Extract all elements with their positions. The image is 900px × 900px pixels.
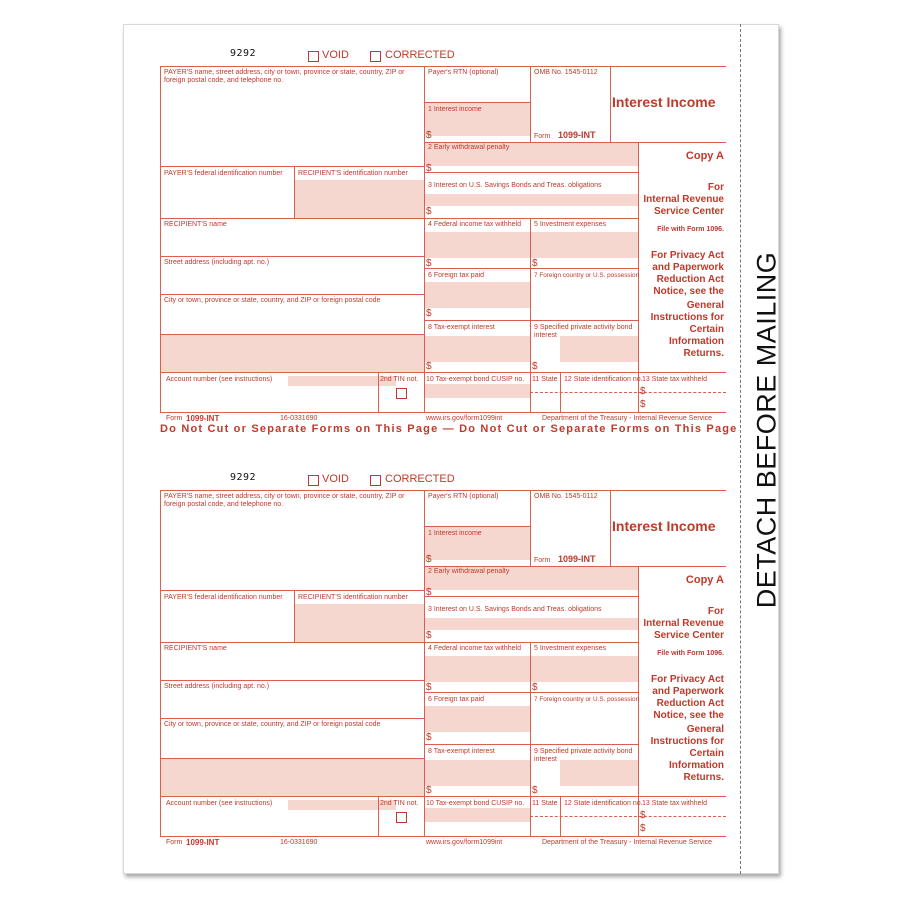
corrected-checkbox[interactable]: [370, 51, 381, 62]
rule: [160, 372, 726, 373]
box8-label: 8 Tax-exempt interest: [428, 748, 495, 755]
rule: [530, 66, 531, 142]
box4-shade: [424, 656, 530, 682]
box5-dollar: $: [532, 682, 538, 693]
rule: [424, 526, 530, 527]
box10-label: 10 Tax-exempt bond CUSIP no.: [426, 376, 525, 383]
box3-dollar: $: [426, 206, 432, 217]
box8-dollar: $: [426, 361, 432, 372]
rule: [530, 218, 531, 372]
box7-label: 7 Foreign country or U.S. possession: [534, 272, 640, 279]
box1-label: 1 Interest income: [428, 530, 482, 537]
box1-dollar: $: [426, 130, 432, 141]
box10-shade: [424, 808, 530, 822]
rule: [294, 590, 295, 642]
rule: [160, 718, 424, 719]
payer-tin-label: PAYER'S federal identification number: [164, 594, 283, 601]
box6-dollar: $: [426, 732, 432, 743]
corrected-label: CORRECTED: [385, 49, 455, 61]
box13-label: 13 State tax withheld: [642, 376, 707, 383]
box10-label: 10 Tax-exempt bond CUSIP no.: [426, 800, 525, 807]
box6-shade: [424, 706, 530, 732]
rule: [424, 268, 638, 269]
box8-shade: [424, 336, 530, 362]
box13-dollar-2: $: [640, 399, 646, 410]
city-label: City or town, province or state, country, and ZIP or foreign postal code: [164, 721, 381, 728]
box5-shade: [530, 656, 638, 682]
rule: [378, 796, 379, 836]
payer-name-label: PAYER'S name, street address, city or town, province or state, country, ZIP or foreign postal code, and telephone no.: [164, 493, 405, 508]
rule: [424, 744, 638, 745]
box11-label: 11 State: [532, 376, 558, 383]
box2-label: 2 Early withdrawal penalty: [428, 144, 510, 151]
box2-label: 2 Early withdrawal penalty: [428, 568, 510, 575]
rule: [160, 334, 424, 335]
box8-dollar: $: [426, 785, 432, 796]
form-name: 1099-INT: [558, 554, 596, 564]
footer-url: www.irs.gov/form1099int: [426, 839, 503, 846]
omb-label: OMB No. 1545-0112: [534, 493, 598, 500]
street-label: Street address (including apt. no.): [164, 259, 270, 266]
form-1099-int-upper: [160, 46, 726, 423]
recipient-tin-label: RECIPIENT'S identification number: [298, 170, 408, 177]
rule: [160, 412, 726, 413]
rule: [424, 66, 425, 412]
recipient-tin-label: RECIPIENT'S identification number: [298, 594, 408, 601]
footer-form-prefix: Form: [166, 839, 183, 846]
box3-label: 3 Interest on U.S. Savings Bonds and Treas. obligations: [428, 182, 602, 189]
recipient-tin-shade: [294, 180, 424, 218]
box5-label: 5 Investment expenses: [534, 645, 606, 652]
irs-center-label: Internal Revenue Service Center: [643, 194, 724, 217]
box3-dollar: $: [426, 630, 432, 641]
box10-shade: [424, 384, 530, 398]
rule: [610, 66, 611, 142]
footer-form-name: 1099-INT: [186, 838, 220, 847]
box7-label: 7 Foreign country or U.S. possession: [534, 696, 640, 703]
rule: [424, 102, 530, 103]
rule: [160, 166, 424, 167]
footer-url: www.irs.gov/form1099int: [426, 415, 503, 422]
form-prefix: Form: [534, 133, 551, 140]
general-instructions-label: General Instructions for Certain Information Returns.: [650, 300, 724, 359]
form-prefix: Form: [534, 557, 551, 564]
form-code: 9292: [230, 48, 257, 59]
rule: [160, 218, 638, 219]
file-with-label: File with Form 1096.: [657, 650, 724, 657]
box13-dollar-1: $: [640, 810, 646, 821]
box4-shade: [424, 232, 530, 258]
footer-dept: Department of the Treasury - Internal Revenue Service: [542, 415, 713, 422]
box9-dollar: $: [532, 785, 538, 796]
form-title: Interest Income: [612, 518, 716, 534]
box6-dollar: $: [426, 308, 432, 319]
rule: [160, 490, 726, 491]
rule: [530, 642, 531, 796]
box4-dollar: $: [426, 682, 432, 693]
for-label: For: [707, 606, 724, 617]
general-instructions-label: General Instructions for Certain Information Returns.: [650, 724, 724, 783]
corrected-label: CORRECTED: [385, 473, 455, 485]
box6-label: 6 Foreign tax paid: [428, 272, 485, 279]
box9-label: 9 Specified private activity bond interest: [534, 748, 633, 763]
payer-name-label: PAYER'S name, street address, city or town, province or state, country, ZIP or foreign postal code, and telephone no.: [164, 69, 405, 84]
tin-not-checkbox[interactable]: [396, 812, 407, 823]
recipient-tin-shade: [294, 604, 424, 642]
box6-label: 6 Foreign tax paid: [428, 696, 485, 703]
payer-tin-label: PAYER'S federal identification number: [164, 170, 283, 177]
form-title: Interest Income: [612, 94, 716, 110]
privacy-label: For Privacy Act and Paperwork Reduction Act Notice, see the: [651, 674, 724, 721]
copy-label: Copy A: [685, 574, 724, 586]
box9-dollar: $: [532, 361, 538, 372]
for-label: For: [707, 182, 724, 193]
city-shade: [160, 758, 424, 796]
footer-cat: 16-0331690: [280, 415, 318, 422]
account-label: Account number (see instructions): [166, 376, 273, 383]
rule: [378, 372, 379, 412]
rule: [160, 836, 726, 837]
detach-before-mailing: DETACH BEFORE MAILING: [751, 251, 782, 609]
rule: [424, 320, 638, 321]
box1-dollar: $: [426, 554, 432, 565]
tin-not-label: 2nd TIN not.: [380, 800, 419, 807]
form-name: 1099-INT: [558, 130, 596, 140]
box8-label: 8 Tax-exempt interest: [428, 324, 495, 331]
box4-label: 4 Federal income tax withheld: [428, 221, 521, 228]
rule: [160, 66, 726, 67]
account-label: Account number (see instructions): [166, 800, 273, 807]
box4-dollar: $: [426, 258, 432, 269]
void-label: VOID: [322, 49, 349, 61]
recipient-name-label: RECIPIENT'S name: [164, 221, 227, 228]
void-label: VOID: [322, 473, 349, 485]
copy-label: Copy A: [685, 150, 724, 162]
rule: [160, 796, 726, 797]
rule: [160, 758, 424, 759]
rule: [160, 256, 424, 257]
rule: [160, 680, 424, 681]
box13-dollar-1: $: [640, 386, 646, 397]
void-checkbox[interactable]: [308, 51, 319, 62]
footer-dept: Department of the Treasury - Internal Revenue Service: [542, 839, 713, 846]
file-with-label: File with Form 1096.: [657, 226, 724, 233]
box5-dollar: $: [532, 258, 538, 269]
box5-shade: [530, 232, 638, 258]
city-label: City or town, province or state, country, and ZIP or foreign postal code: [164, 297, 381, 304]
rule: [610, 490, 611, 566]
recipient-name-label: RECIPIENT'S name: [164, 645, 227, 652]
do-not-cut-notice: Do Not Cut or Separate Forms on This Page — Do Not Cut or Separate Forms on This Page: [160, 423, 738, 435]
box2-dollar: $: [426, 587, 432, 598]
box13-dollar-2: $: [640, 823, 646, 834]
box12-label: 12 State identification no.: [564, 800, 643, 807]
footer-cat: 16-0331690: [280, 839, 318, 846]
privacy-label: For Privacy Act and Paperwork Reduction Act Notice, see the: [651, 250, 724, 297]
box13-label: 13 State tax withheld: [642, 800, 707, 807]
box11-label: 11 State: [532, 800, 558, 807]
box8-shade: [424, 760, 530, 786]
payer-rtn-label: Payer's RTN (optional): [428, 69, 499, 76]
rule: [424, 566, 726, 567]
irs-center-label: Internal Revenue Service Center: [643, 618, 724, 641]
rule: [424, 692, 638, 693]
void-checkbox[interactable]: [308, 475, 319, 486]
box3-shade: [424, 618, 638, 630]
state-dash-row: [530, 816, 726, 817]
box12-label: 12 State identification no.: [564, 376, 643, 383]
city-shade: [160, 334, 424, 372]
rule: [424, 142, 726, 143]
box6-shade: [424, 282, 530, 308]
corrected-checkbox[interactable]: [370, 475, 381, 486]
rule: [530, 490, 531, 566]
footer-form-name: 1099-INT: [186, 414, 220, 423]
rule: [424, 172, 638, 173]
rule: [160, 66, 161, 412]
form-1099-int-lower: [160, 470, 726, 847]
box5-label: 5 Investment expenses: [534, 221, 606, 228]
rule: [160, 490, 161, 836]
tin-not-checkbox[interactable]: [396, 388, 407, 399]
box9-label: 9 Specified private activity bond interest: [534, 324, 633, 339]
rule: [424, 596, 638, 597]
omb-label: OMB No. 1545-0112: [534, 69, 598, 76]
form-code: 9292: [230, 472, 257, 483]
footer-form-prefix: Form: [166, 415, 183, 422]
rule: [160, 642, 638, 643]
payer-rtn-label: Payer's RTN (optional): [428, 493, 499, 500]
state-dash-row: [530, 392, 726, 393]
rule: [294, 166, 295, 218]
box3-shade: [424, 194, 638, 206]
box3-label: 3 Interest on U.S. Savings Bonds and Treas. obligations: [428, 606, 602, 613]
box2-dollar: $: [426, 163, 432, 174]
box4-label: 4 Federal income tax withheld: [428, 645, 521, 652]
box1-label: 1 Interest income: [428, 106, 482, 113]
tin-not-label: 2nd TIN not.: [380, 376, 419, 383]
rule: [424, 490, 425, 836]
rule: [160, 590, 424, 591]
street-label: Street address (including apt. no.): [164, 683, 270, 690]
rule: [160, 294, 424, 295]
